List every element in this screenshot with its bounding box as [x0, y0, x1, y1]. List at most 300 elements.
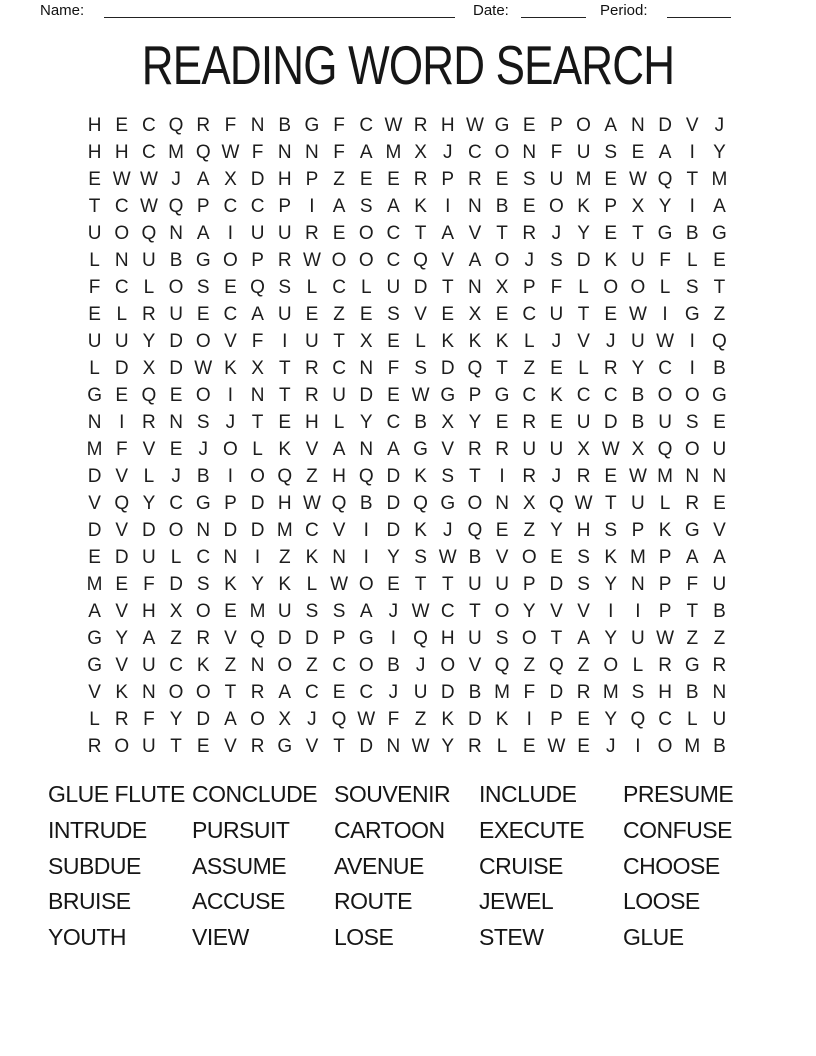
grid-letter: J: [714, 114, 725, 136]
grid-letter: P: [441, 168, 455, 190]
grid-letter: W: [384, 114, 403, 136]
grid-letter: B: [359, 492, 373, 514]
grid-letter: U: [386, 276, 401, 298]
grid-letter: E: [332, 681, 346, 703]
grid-letter: G: [440, 384, 456, 406]
grid-letter: Z: [713, 627, 726, 649]
grid-letter: H: [87, 141, 102, 163]
grid-letter: T: [550, 627, 563, 649]
grid-letter: C: [114, 276, 129, 298]
grid-letter: Z: [523, 654, 536, 676]
grid-letter: T: [686, 168, 699, 190]
grid-letter: U: [468, 573, 482, 595]
grid-letter: Z: [686, 627, 699, 649]
grid-letter: T: [170, 735, 182, 757]
word-list-item: SOUVENIR: [334, 781, 451, 807]
grid-letter: P: [550, 114, 563, 136]
grid-letter: U: [305, 330, 319, 352]
grid-letter: I: [390, 627, 397, 649]
grid-letter: E: [224, 276, 237, 298]
grid-letter: T: [469, 465, 481, 487]
grid-letter: S: [441, 465, 455, 487]
grid-letter: R: [712, 654, 727, 676]
grid-letter: C: [223, 303, 238, 325]
grid-letter: M: [711, 168, 728, 190]
grid-letter: O: [576, 114, 591, 136]
word-list-item: CONFUSE: [623, 816, 732, 843]
grid-letter: E: [495, 168, 509, 190]
grid-letter: E: [550, 357, 563, 379]
grid-letter: X: [359, 330, 373, 352]
grid-letter: B: [495, 195, 509, 217]
grid-letter: F: [143, 573, 155, 595]
grid-letter: S: [387, 303, 400, 325]
grid-letter: T: [251, 411, 264, 433]
grid-letter: D: [277, 627, 292, 649]
grid-letter: S: [305, 600, 319, 622]
grid-letter: E: [359, 303, 373, 325]
grid-letter: L: [686, 249, 698, 271]
grid-letter: H: [332, 465, 346, 487]
word-list-item: INCLUDE: [479, 781, 577, 807]
grid-letter: T: [496, 357, 508, 379]
word-list-item: GLUE: [623, 924, 684, 951]
grid-letter: R: [87, 735, 102, 757]
grid-letter: N: [169, 222, 183, 244]
grid-letter: A: [577, 627, 590, 649]
grid-letter: V: [224, 330, 237, 352]
grid-letter: W: [139, 168, 158, 190]
grid-letter: S: [522, 168, 536, 190]
grid-letter: C: [305, 681, 319, 703]
grid-letter: N: [332, 546, 346, 568]
grid-letter: G: [195, 492, 211, 514]
grid-letter: A: [713, 195, 726, 217]
grid-letter: U: [277, 222, 292, 244]
grid-letter: I: [689, 330, 695, 352]
grid-letter: L: [306, 276, 318, 298]
word-list-item: PRESUME: [623, 781, 734, 807]
grid-letter: V: [305, 735, 319, 757]
grid-letter: J: [524, 249, 534, 271]
grid-letter: R: [114, 708, 129, 730]
grid-letter: L: [415, 330, 426, 352]
grid-letter: N: [250, 114, 265, 136]
grid-letter: L: [89, 249, 100, 271]
grid-letter: P: [332, 627, 346, 649]
grid-letter: U: [549, 168, 564, 190]
grid-letter: T: [604, 492, 617, 514]
grid-letter: O: [168, 519, 184, 541]
grid-letter: A: [278, 681, 292, 703]
grid-letter: C: [332, 654, 346, 676]
grid-letter: O: [195, 681, 211, 703]
grid-letter: C: [223, 195, 238, 217]
word-list-item: VIEW: [192, 924, 249, 951]
word-list-item: YOUTH: [48, 924, 126, 951]
grid-letter: D: [142, 519, 156, 541]
grid-letter: U: [169, 303, 183, 325]
grid-letter: Z: [577, 654, 590, 676]
grid-letter: Y: [658, 195, 672, 217]
grid-letter: D: [250, 492, 265, 514]
grid-letter: W: [547, 735, 566, 757]
word-list-item: ASSUME: [192, 852, 287, 879]
grid-letter: V: [224, 627, 237, 649]
grid-letter: Q: [467, 357, 483, 379]
grid-letter: Q: [712, 330, 727, 352]
grid-letter: U: [114, 330, 129, 352]
grid-letter: L: [143, 276, 155, 298]
grid-letter: J: [551, 330, 562, 352]
grid-letter: U: [87, 330, 102, 352]
grid-letter: M: [494, 681, 510, 703]
word-list-column: [623, 777, 773, 956]
grid-letter: F: [333, 141, 345, 163]
grid-letter: I: [363, 546, 369, 568]
grid-letter: T: [333, 330, 345, 352]
grid-letter: R: [603, 357, 618, 379]
grid-letter: D: [603, 411, 618, 433]
word-list-item: JEWEL: [479, 888, 554, 915]
grid-letter: V: [305, 438, 319, 460]
grid-letter: S: [495, 627, 509, 649]
grid-letter: N: [142, 681, 156, 703]
grid-letter: A: [387, 195, 400, 217]
grid-letter: Y: [441, 735, 455, 757]
grid-letter: P: [658, 546, 672, 568]
grid-letter: J: [225, 411, 236, 433]
grid-letter: G: [304, 114, 320, 136]
grid-letter: D: [169, 573, 183, 595]
grid-letter: W: [656, 627, 675, 649]
grid-letter: R: [468, 735, 482, 757]
grid-letter: L: [89, 708, 100, 730]
grid-letter: J: [198, 438, 208, 460]
grid-letter: B: [713, 735, 726, 757]
grid-letter: U: [277, 303, 292, 325]
grid-letter: Y: [604, 708, 618, 730]
grid-letter: E: [604, 465, 618, 487]
grid-letter: S: [604, 519, 618, 541]
grid-letter: D: [440, 681, 455, 703]
grid-letter: G: [657, 222, 673, 244]
grid-letter: A: [387, 438, 400, 460]
grid-letter: B: [169, 249, 183, 271]
grid-letter: K: [658, 519, 672, 541]
grid-letter: U: [631, 492, 645, 514]
grid-letter: A: [332, 195, 346, 217]
grid-letter: A: [251, 303, 264, 325]
grid-letter: S: [604, 141, 618, 163]
grid-letter: N: [468, 195, 482, 217]
word-list-item: ACCUSE: [192, 888, 285, 915]
grid-letter: I: [689, 141, 695, 163]
grid-letter: C: [142, 141, 156, 163]
grid-letter: G: [684, 519, 700, 541]
page-title: READING WORD SEARCH: [141, 34, 675, 96]
grid-letter: M: [249, 600, 266, 622]
grid-letter: W: [628, 465, 647, 487]
grid-letter: X: [278, 708, 292, 730]
grid-letter: K: [495, 708, 509, 730]
grid-letter: U: [332, 384, 346, 406]
grid-letter: C: [169, 654, 183, 676]
grid-letter: K: [414, 465, 427, 487]
grid-letter: Y: [522, 600, 536, 622]
grid-letter: W: [330, 573, 349, 595]
grid-letter: D: [114, 357, 129, 379]
grid-letter: E: [441, 303, 455, 325]
grid-letter: K: [468, 330, 482, 352]
grid-letter: H: [440, 114, 455, 136]
grid-letter: A: [332, 438, 346, 460]
grid-letter: Q: [114, 492, 130, 514]
grid-letter: V: [332, 519, 346, 541]
grid-letter: C: [196, 546, 211, 568]
grid-letter: T: [632, 222, 644, 244]
grid-letter: M: [629, 546, 646, 568]
grid-letter: H: [658, 681, 672, 703]
grid-letter: M: [276, 519, 293, 541]
grid-letter: U: [495, 573, 509, 595]
grid-letter: W: [438, 546, 457, 568]
grid-letter: V: [115, 654, 129, 676]
grid-letter: I: [635, 600, 641, 622]
grid-letter: V: [115, 465, 129, 487]
grid-letter: C: [305, 519, 319, 541]
grid-letter: Q: [630, 708, 646, 730]
grid-letter: R: [413, 168, 428, 190]
grid-letter: N: [631, 573, 645, 595]
grid-letter: E: [495, 303, 509, 325]
grid-letter: Q: [549, 654, 564, 676]
grid-letter: T: [577, 303, 590, 325]
grid-letter: D: [386, 519, 401, 541]
grid-letter: I: [635, 735, 641, 757]
grid-letter: W: [139, 195, 158, 217]
grid-letter: K: [278, 438, 292, 460]
grid-letter: T: [686, 600, 699, 622]
grid-letter: J: [442, 141, 453, 163]
grid-letter: U: [631, 627, 645, 649]
grid-letter: G: [413, 438, 428, 460]
name-blank-line: [104, 17, 455, 18]
grid-letter: E: [196, 735, 210, 757]
grid-letter: K: [577, 195, 590, 217]
grid-letter: E: [604, 168, 618, 190]
grid-letter: Y: [251, 573, 264, 595]
grid-letter: D: [223, 519, 238, 541]
word-list-item: CHOOSE: [623, 852, 720, 879]
grid-letter: V: [414, 303, 427, 325]
grid-letter: S: [359, 195, 373, 217]
grid-letter: E: [387, 168, 400, 190]
grid-letter: D: [413, 276, 428, 298]
grid-letter: T: [333, 735, 345, 757]
grid-letter: G: [494, 114, 510, 136]
grid-letter: O: [223, 249, 238, 271]
grid-letter: E: [577, 735, 590, 757]
grid-letter: I: [499, 465, 505, 487]
grid-letter: P: [604, 195, 618, 217]
grid-letter: R: [522, 411, 537, 433]
grid-letter: N: [87, 411, 102, 433]
grid-letter: N: [468, 276, 482, 298]
grid-letter: Q: [331, 492, 347, 514]
grid-letter: E: [169, 384, 183, 406]
grid-letter: V: [441, 249, 455, 271]
grid-letter: H: [576, 519, 591, 541]
grid-letter: X: [631, 438, 645, 460]
grid-letter: U: [87, 222, 102, 244]
grid-letter: L: [578, 357, 589, 379]
grid-letter: K: [441, 708, 455, 730]
grid-letter: L: [360, 276, 372, 298]
grid-letter: W: [302, 492, 321, 514]
grid-letter: P: [468, 384, 482, 406]
grid-letter: X: [468, 303, 482, 325]
grid-letter: C: [359, 681, 374, 703]
grid-letter: V: [577, 600, 590, 622]
grid-letter: R: [305, 357, 319, 379]
grid-letter: Z: [306, 465, 318, 487]
grid-letter: T: [441, 276, 454, 298]
grid-letter: D: [468, 708, 482, 730]
grid-letter: M: [168, 141, 184, 163]
grid-letter: O: [657, 735, 673, 757]
grid-letter: C: [468, 141, 482, 163]
grid-letter: O: [521, 546, 537, 568]
grid-letter: C: [576, 384, 591, 406]
grid-letter: A: [142, 627, 156, 649]
grid-letter: P: [658, 600, 672, 622]
grid-letter: S: [685, 276, 699, 298]
grid-letter: I: [282, 330, 288, 352]
grid-letter: X: [577, 438, 590, 460]
grid-letter: N: [495, 492, 509, 514]
grid-letter: C: [250, 195, 265, 217]
grid-letter: S: [196, 276, 210, 298]
word-list-item: INTRUDE: [48, 816, 147, 843]
grid-letter: U: [712, 708, 727, 730]
grid-letter: Y: [550, 519, 563, 541]
grid-letter: W: [574, 492, 593, 514]
grid-letter: C: [169, 492, 183, 514]
grid-letter: C: [522, 384, 537, 406]
grid-letter: K: [305, 546, 319, 568]
grid-letter: U: [250, 222, 265, 244]
grid-letter: O: [440, 654, 456, 676]
grid-letter: E: [387, 573, 400, 595]
grid-letter: E: [115, 384, 129, 406]
grid-letter: U: [142, 654, 156, 676]
grid-letter: M: [86, 573, 103, 595]
grid-letter: D: [250, 168, 265, 190]
grid-letter: K: [224, 357, 237, 379]
word-list-item: CRUISE: [479, 852, 563, 879]
grid-letter: M: [575, 168, 592, 190]
grid-letter: Y: [713, 141, 726, 163]
grid-letter: X: [495, 276, 509, 298]
grid-letter: J: [171, 465, 181, 487]
grid-letter: O: [630, 276, 646, 298]
grid-letter: U: [549, 303, 564, 325]
grid-letter: K: [441, 330, 455, 352]
grid-letter: Y: [604, 627, 618, 649]
grid-letter: H: [87, 114, 102, 136]
grid-letter: D: [196, 708, 211, 730]
grid-letter: S: [414, 357, 427, 379]
grid-letter: P: [278, 195, 292, 217]
grid-letter: R: [522, 222, 537, 244]
grid-letter: O: [223, 438, 238, 460]
grid-letter: E: [278, 411, 292, 433]
grid-letter: U: [631, 249, 645, 271]
grid-letter: S: [631, 681, 645, 703]
date-blank-line: [521, 17, 586, 18]
grid-letter: K: [278, 573, 292, 595]
grid-letter: A: [224, 708, 237, 730]
grid-letter: M: [86, 438, 103, 460]
grid-letter: B: [631, 411, 645, 433]
grid-letter: E: [387, 330, 400, 352]
word-list-column: [192, 777, 334, 956]
grid-letter: U: [712, 438, 727, 460]
grid-letter: V: [495, 546, 509, 568]
grid-letter: U: [549, 438, 564, 460]
grid-letter: G: [358, 627, 374, 649]
grid-letter: M: [602, 681, 619, 703]
grid-letter: F: [143, 708, 155, 730]
grid-letter: S: [332, 600, 346, 622]
grid-letter: J: [551, 465, 562, 487]
grid-letter: K: [604, 546, 618, 568]
grid-letter: E: [305, 303, 319, 325]
grid-letter: O: [494, 141, 510, 163]
grid-letter: K: [604, 249, 618, 271]
grid-letter: R: [685, 492, 700, 514]
grid-letter: W: [601, 438, 620, 460]
grid-letter: C: [332, 357, 346, 379]
word-list-item: PURSUIT: [192, 816, 290, 843]
grid-letter: C: [522, 303, 537, 325]
grid-letter: Q: [413, 627, 428, 649]
grid-letter: N: [277, 141, 292, 163]
grid-letter: Y: [359, 411, 373, 433]
grid-letter: K: [115, 681, 129, 703]
grid-letter: R: [658, 654, 672, 676]
grid-letter: Z: [224, 654, 237, 676]
grid-letter: F: [523, 681, 536, 703]
grid-letter: V: [88, 492, 101, 514]
grid-letter: B: [713, 600, 726, 622]
grid-letter: I: [227, 384, 234, 406]
grid-letter: S: [196, 411, 210, 433]
grid-letter: Z: [713, 303, 726, 325]
grid-letter: W: [411, 600, 430, 622]
grid-letter: D: [549, 573, 564, 595]
grid-letter: R: [142, 303, 156, 325]
grid-letter: C: [386, 411, 401, 433]
grid-letter: F: [115, 438, 128, 460]
grid-letter: N: [305, 141, 319, 163]
grid-letter: R: [468, 438, 482, 460]
grid-letter: D: [658, 114, 672, 136]
grid-letter: L: [523, 330, 535, 352]
grid-letter: Z: [414, 708, 427, 730]
grid-letter: Q: [141, 384, 157, 406]
